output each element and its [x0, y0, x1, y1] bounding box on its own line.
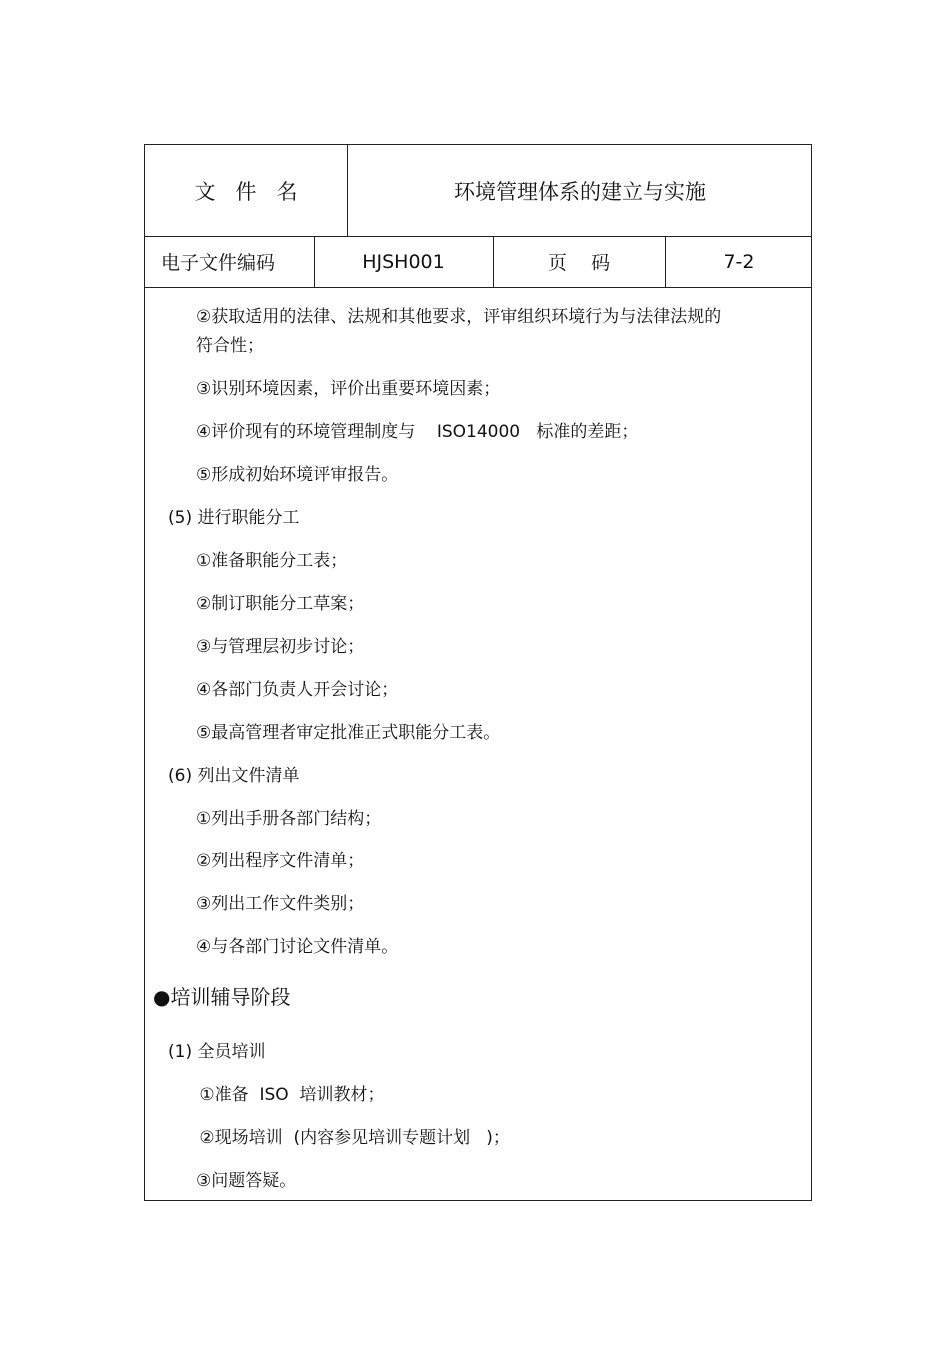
content-line: ④与各部门讨论文件清单。 — [196, 937, 399, 957]
content-line: ④评价现有的环境管理制度与 ISO14000 标准的差距； — [196, 422, 639, 442]
content-line: ②制订职能分工草案； — [196, 594, 365, 614]
content-line: ②现场培训 (内容参见培训专题计划 )； — [194, 1128, 510, 1148]
header-divider-2 — [145, 287, 811, 288]
content-line: ②获取适用的法律、法规和其他要求，评审组织环境行为与法律法规的 — [196, 307, 722, 327]
content-line: ⑤形成初始环境评审报告。 — [196, 465, 399, 485]
content-line: ③与管理层初步讨论； — [196, 637, 365, 657]
code-value: HJSH001 — [362, 250, 445, 273]
page-value: 7-2 — [723, 250, 755, 273]
file-name-value: 环境管理体系的建立与实施 — [454, 179, 706, 204]
subsection-heading: (6) 列出文件清单 — [168, 766, 300, 786]
content-line: 符合性； — [196, 336, 264, 356]
content-line: ⑤最高管理者审定批准正式职能分工表。 — [196, 723, 501, 743]
content-line: ②列出程序文件清单； — [196, 851, 365, 871]
page-label: 页 码 — [547, 252, 611, 274]
code-label: 电子文件编码 — [161, 252, 276, 274]
subsection-heading: (5) 进行职能分工 — [168, 508, 300, 528]
content-line: ①列出手册各部门结构； — [196, 809, 382, 829]
subsection-heading: (1) 全员培训 — [168, 1042, 266, 1062]
content-line: ③列出工作文件类别； — [196, 894, 365, 914]
content-line: ④各部门负责人开会讨论； — [196, 680, 399, 700]
content-line: ①准备 ISO 培训教材； — [194, 1085, 385, 1105]
content-line: ③问题答疑。 — [196, 1171, 297, 1191]
content-line: ①准备职能分工表； — [196, 551, 348, 571]
file-name-label: 文 件 名 — [194, 179, 298, 204]
content-line: ③识别环境因素，评价出重要环境因素； — [196, 379, 501, 399]
section-heading: ●培训辅导阶段 — [153, 985, 291, 1009]
